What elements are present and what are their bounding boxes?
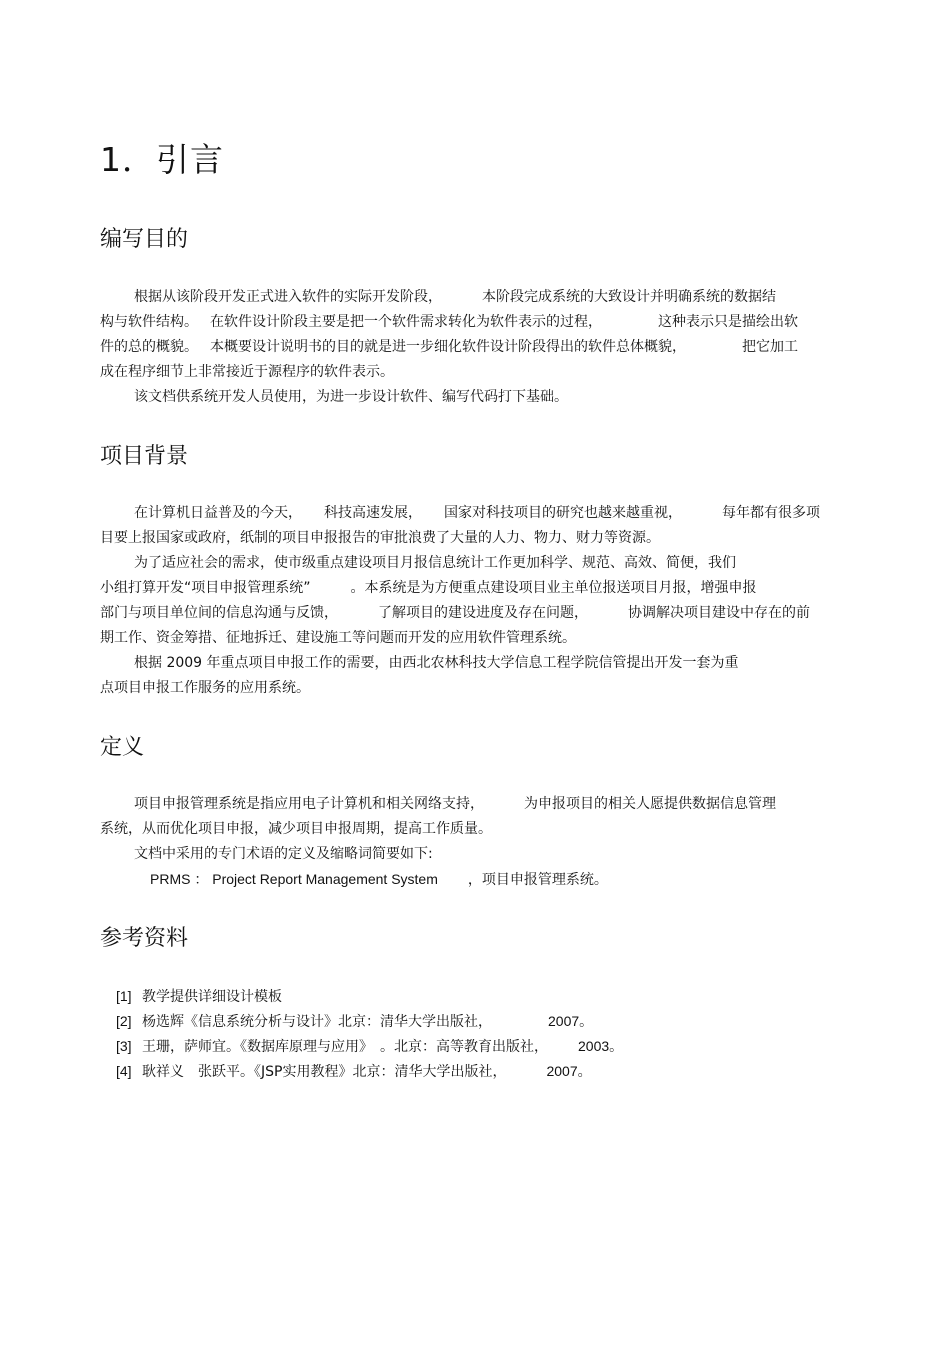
reference-publisher: 。北京：高等教育出版社， <box>380 1039 548 1055</box>
text-line <box>100 526 845 551</box>
text-segment: 目要上报国家或政府，纸制的项目申报报告的审批浪费了大量的人力、物力、财力等资源。 <box>100 530 660 546</box>
text-line <box>100 310 845 335</box>
reference-number: [1] <box>116 988 132 1004</box>
section-heading-references: 参考资料 <box>100 926 189 951</box>
text-line <box>100 817 845 842</box>
text-segment: 了解项目的建设进度及存在问题， <box>378 605 588 621</box>
reference-list <box>116 984 623 1084</box>
section-heading-purpose: 编写目的 <box>100 227 189 252</box>
background-paragraphs <box>100 501 845 701</box>
text-segment: 件的总的概貌。 <box>100 339 198 355</box>
text-line <box>100 501 845 526</box>
purpose-paragraph-1 <box>100 285 845 410</box>
text-segment: 部门与项目单位间的信息沟通与反馈， <box>100 605 338 621</box>
text-segment: 成在程序细节上非常接近于源程序的软件表示。 <box>100 364 394 380</box>
text-segment: 协调解决项目建设中存在的前 <box>628 605 810 621</box>
text-segment: 把它加工 <box>742 339 798 355</box>
reference-year: 2007。 <box>546 1063 592 1079</box>
term-description: ，项目申报管理系统。 <box>467 871 608 887</box>
text-line <box>100 792 845 817</box>
text-segment: 。本系统是为方便重点建设项目业主单位报送项目月报，增强申报 <box>350 580 757 596</box>
text-line <box>100 551 845 576</box>
text-segment: 科技高速发展， <box>324 505 422 521</box>
text-line <box>100 601 845 626</box>
text-segment: 构与软件结构。 <box>100 314 198 330</box>
text-line <box>100 651 845 676</box>
reference-text: 王珊，萨师宜。《数据库原理与应用》 <box>142 1039 366 1055</box>
text-segment: 系统，从而优化项目申报，减少项目申报周期，提高工作质量。 <box>100 821 492 837</box>
text-segment: 这种表示只是描绘出软 <box>658 314 798 330</box>
text-segment: 在软件设计阶段主要是把一个软件需求转化为软件表示的过程， <box>210 314 602 330</box>
reference-number: [3] <box>116 1038 132 1054</box>
text-segment: 每年都有很多项 <box>722 505 820 521</box>
reference-year: 2007。 <box>548 1013 594 1029</box>
term-abbreviation: PRMS ： Project Report Management System <box>150 871 438 887</box>
reference-item <box>116 984 623 1009</box>
text-line <box>100 335 845 360</box>
reference-item <box>116 1009 623 1034</box>
purpose-paragraph-2: 该文档供系统开发人员使用，为进一步设计软件、编写代码打下基础。 <box>134 389 568 405</box>
reference-text: 教学提供详细设计模板 <box>142 989 282 1005</box>
reference-year: 2003。 <box>578 1038 624 1054</box>
page-title: 1．引言 <box>100 140 224 179</box>
text-segment: 根据从该阶段开发正式进入软件的实际开发阶段， <box>134 289 442 305</box>
text-segment: 为申报项目的相关人愿提供数据信息管理 <box>524 796 776 812</box>
text-line <box>100 285 845 310</box>
text-segment: 根据 2009 年重点项目申报工作的需要，由西北农林科技大学信息工程学院信管提出开发一套为重 <box>134 655 739 671</box>
text-segment: 在计算机日益普及的今天， <box>134 505 302 521</box>
reference-item <box>116 1059 623 1084</box>
reference-text: 杨选辉《信息系统分析与设计》北京：清华大学出版社， <box>142 1014 492 1030</box>
text-segment: 项目申报管理系统是指应用电子计算机和相关网络支持， <box>134 796 484 812</box>
text-line <box>100 360 845 385</box>
text-segment: 本阶段完成系统的大致设计并明确系统的数据结 <box>482 289 776 305</box>
reference-text: 耿祥义 张跃平。《JSP实用教程》北京：清华大学出版社， <box>142 1064 507 1080</box>
definition-paragraphs <box>100 792 845 867</box>
reference-item <box>116 1034 623 1059</box>
text-segment: 点项目申报工作服务的应用系统。 <box>100 680 310 696</box>
text-segment: 国家对科技项目的研究也越来越重视， <box>444 505 682 521</box>
text-line <box>100 626 845 651</box>
text-line <box>100 676 845 701</box>
reference-number: [2] <box>116 1013 132 1029</box>
text-segment: 为了适应社会的需求，使市级重点建设项目月报信息统计工作更加科学、规范、高效、简便，我们 <box>134 555 736 571</box>
section-heading-definition: 定义 <box>100 735 145 760</box>
term-definition <box>150 867 608 892</box>
text-segment: 小组打算开发“项目申报管理系统” <box>100 580 311 596</box>
definition-paragraph-2: 文档中采用的专门术语的定义及缩略词简要如下: <box>134 846 433 862</box>
section-heading-background: 项目背景 <box>100 444 189 469</box>
reference-number: [4] <box>116 1063 132 1079</box>
text-segment: 期工作、资金筹措、征地拆迁、建设施工等问题而开发的应用软件管理系统。 <box>100 630 576 646</box>
text-segment: 本概要设计说明书的目的就是进一步细化软件设计阶段得出的软件总体概貌， <box>210 339 686 355</box>
text-line <box>100 576 845 601</box>
